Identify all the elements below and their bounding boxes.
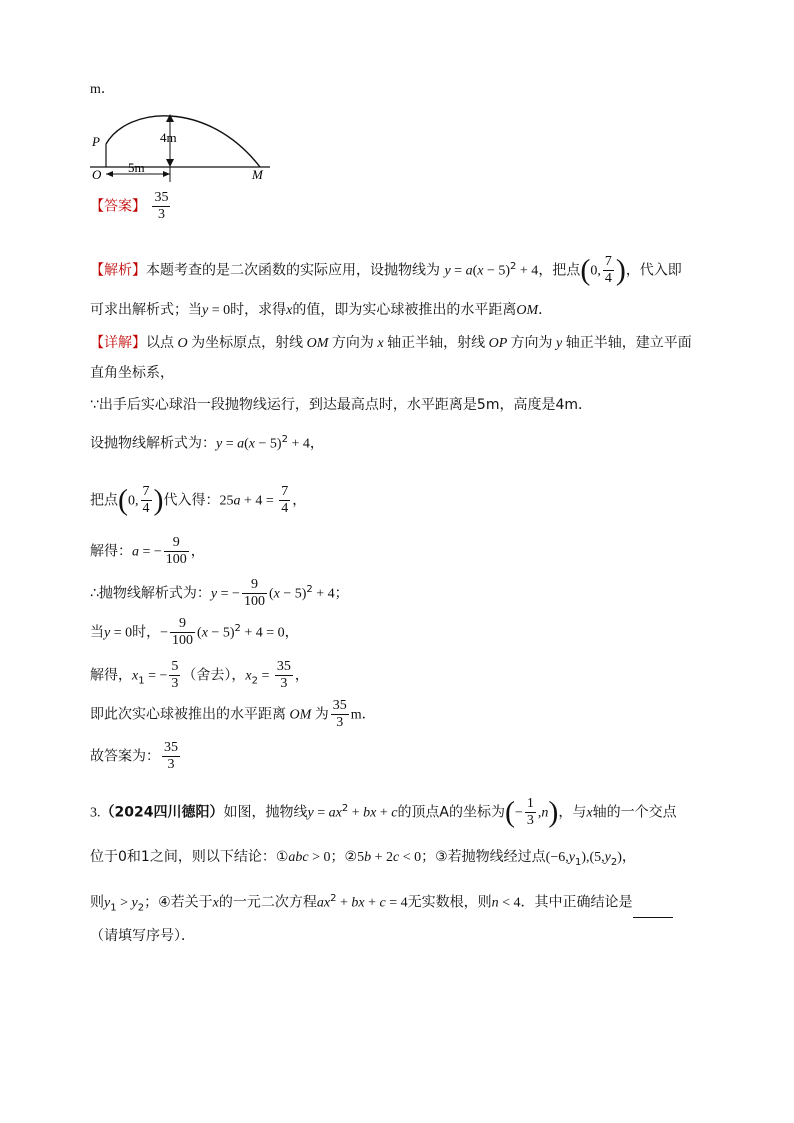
left-arrow-icon bbox=[106, 171, 113, 177]
detail-line-7: ∴抛物线解析式为：y = − $\frac{9}{100}$ $(x - 5)^2 + 4$； bbox=[90, 577, 349, 609]
analysis-line-1: 【解析】本题考查的是二次函数的实际应用，设抛物线为 $y = a(x - 5)^2 + 4$，把点(0, $\frac{7}{4}$ )，代入即 bbox=[90, 253, 682, 287]
detail-line-11: 故答案为： $\frac{35}{3}$ bbox=[90, 740, 178, 772]
detail-line-9: 解得，$x_1$ = − $\frac{5}{3}$ （舍去），$x_2$ = $\frac{35}{3}$ ， bbox=[90, 659, 309, 691]
q3-line-2: 位于0和1之间，则以下结论：①abc > 0；②5b + 2c < 0；③若抛物线经过点$(-6,y_1),(5,y_2)$， bbox=[90, 849, 636, 868]
answer-blank[interactable] bbox=[633, 903, 673, 918]
detail-line-2: 直角坐标系， bbox=[90, 365, 174, 381]
detail-line-1: 【详解】以点 O 为坐标原点，射线 OM 方向为 x 轴正半轴，射线 OP 方向为 y 轴正半轴，建立平面 bbox=[90, 335, 692, 351]
label-P: P bbox=[92, 134, 100, 149]
label-M: M bbox=[252, 167, 263, 182]
dist-label: 5m bbox=[128, 160, 145, 175]
answer-line bbox=[90, 190, 172, 223]
height-label: 4m bbox=[160, 130, 177, 145]
answer-fraction: $\frac{35}{3}$ bbox=[154, 190, 169, 222]
detail-line-3: ∵出手后实心球沿一段抛物线运行，到达最高点时，水平距离是5m，高度是4m． bbox=[90, 397, 592, 413]
answer-tag: 【答案】 bbox=[90, 198, 146, 215]
detail-line-5: 把点(0, $\frac{7}{4}$ )代入得：25a + 4 = $\frac{7}{4}$ ， bbox=[90, 483, 307, 517]
q3-line-3: 则$y_1 > y_2$；④若关于x的一元二次方程$ax^2$ + bx + c = 4无实数根，则n < 4．其中正确结论是 bbox=[90, 889, 673, 918]
q3-line-4: （请填写序号）． bbox=[90, 928, 195, 944]
label-O: O bbox=[92, 167, 102, 182]
unit-fragment: m． bbox=[90, 82, 115, 97]
down-arrow-icon bbox=[166, 159, 174, 167]
detail-line-6: 解得：a = − $\frac{9}{100}$ ， bbox=[90, 535, 205, 567]
analysis-line-2: 可求出解析式；当y = 0时，求得x的值，即为实心球被推出的水平距离OM． bbox=[90, 302, 553, 318]
detail-line-10: 即此次实心球被推出的水平距离 OM 为 $\frac{35}{3}$ m． bbox=[90, 698, 376, 730]
right-arrow-icon bbox=[163, 171, 170, 177]
detail-line-8: 当y = 0时，− $\frac{9}{100}$ $(x - 5)^2 + 4 = 0$， bbox=[90, 616, 299, 648]
parabola-figure bbox=[88, 104, 278, 186]
q3-line-1: 3.（2024四川德阳）如图，抛物线$y = ax^2$ + bx + c的顶点A的坐标为(− $\frac{1}{3}$ ,n)，与x轴的一个交点 bbox=[90, 795, 677, 829]
detail-line-4: 设抛物线解析式为：$y = a(x - 5)^2 + 4$， bbox=[90, 434, 324, 452]
